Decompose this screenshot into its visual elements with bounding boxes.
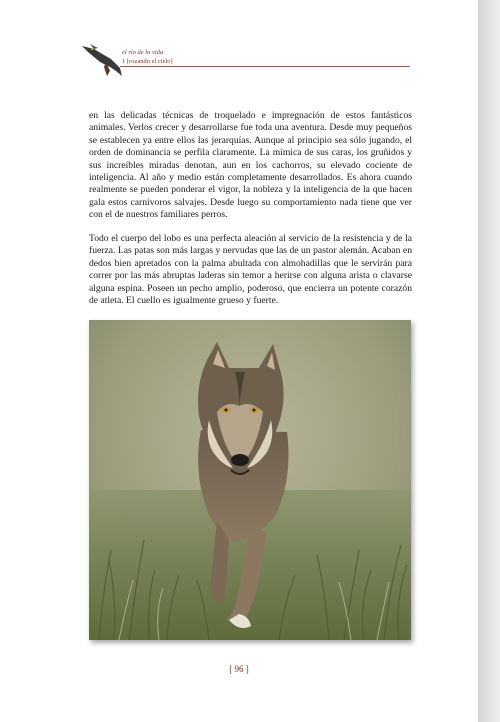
- page-number: [ 96 ]: [229, 664, 249, 674]
- wolf-photo: [89, 320, 411, 640]
- running-header: [122, 48, 173, 66]
- bird-of-prey-icon: [80, 40, 124, 80]
- header-divider: [120, 66, 410, 67]
- viewer-edge: [478, 0, 500, 722]
- body-paragraph-1: en las delicadas técnicas de troquelado e impregnación de estos fantásticos animales. Verlos crecer y desarrollarse fue toda una aventura. Desde muy pequeños se establecen ya entre ellos las jerarquías. Aunque al principio sea sólo jugando, el orden de dominancia se perfila claramente. La mímica de sus caras, los gruñidos y sus increíbles miradas denotan, aun en los cachorros, su elevado cociente de inteligencia. Al año y medio están completamente desarrollados. Es ahora cuando realmente se pueden ponderar el vigor, la nobleza y la inteligencia de la que hacen gala estos carnívoros salvajes. Desde luego su comportamiento nada tiene que ver con el de nuestros familiares perros.: [89, 110, 412, 221]
- book-title: el río de la vida: [122, 49, 164, 56]
- chapter-title: 1 [rozando el cielo]: [122, 58, 173, 65]
- body-paragraph-2: Todo el cuerpo del lobo es una perfecta aleación al servicio de la resistencia y de la fuerza. Las patas son más largas y nervudas que las de un pastor alemán. Acaban en dedos bien apretados con la palma abultada con almohadillas que le servirán para correr por las más abruptas laderas sin temor a herirse con alguna arista o clavarse alguna espina. Poseen un pecho amplio, poderoso, que encierra un potente corazón de atleta. El cuello es igualmente grueso y fuerte.: [89, 233, 412, 307]
